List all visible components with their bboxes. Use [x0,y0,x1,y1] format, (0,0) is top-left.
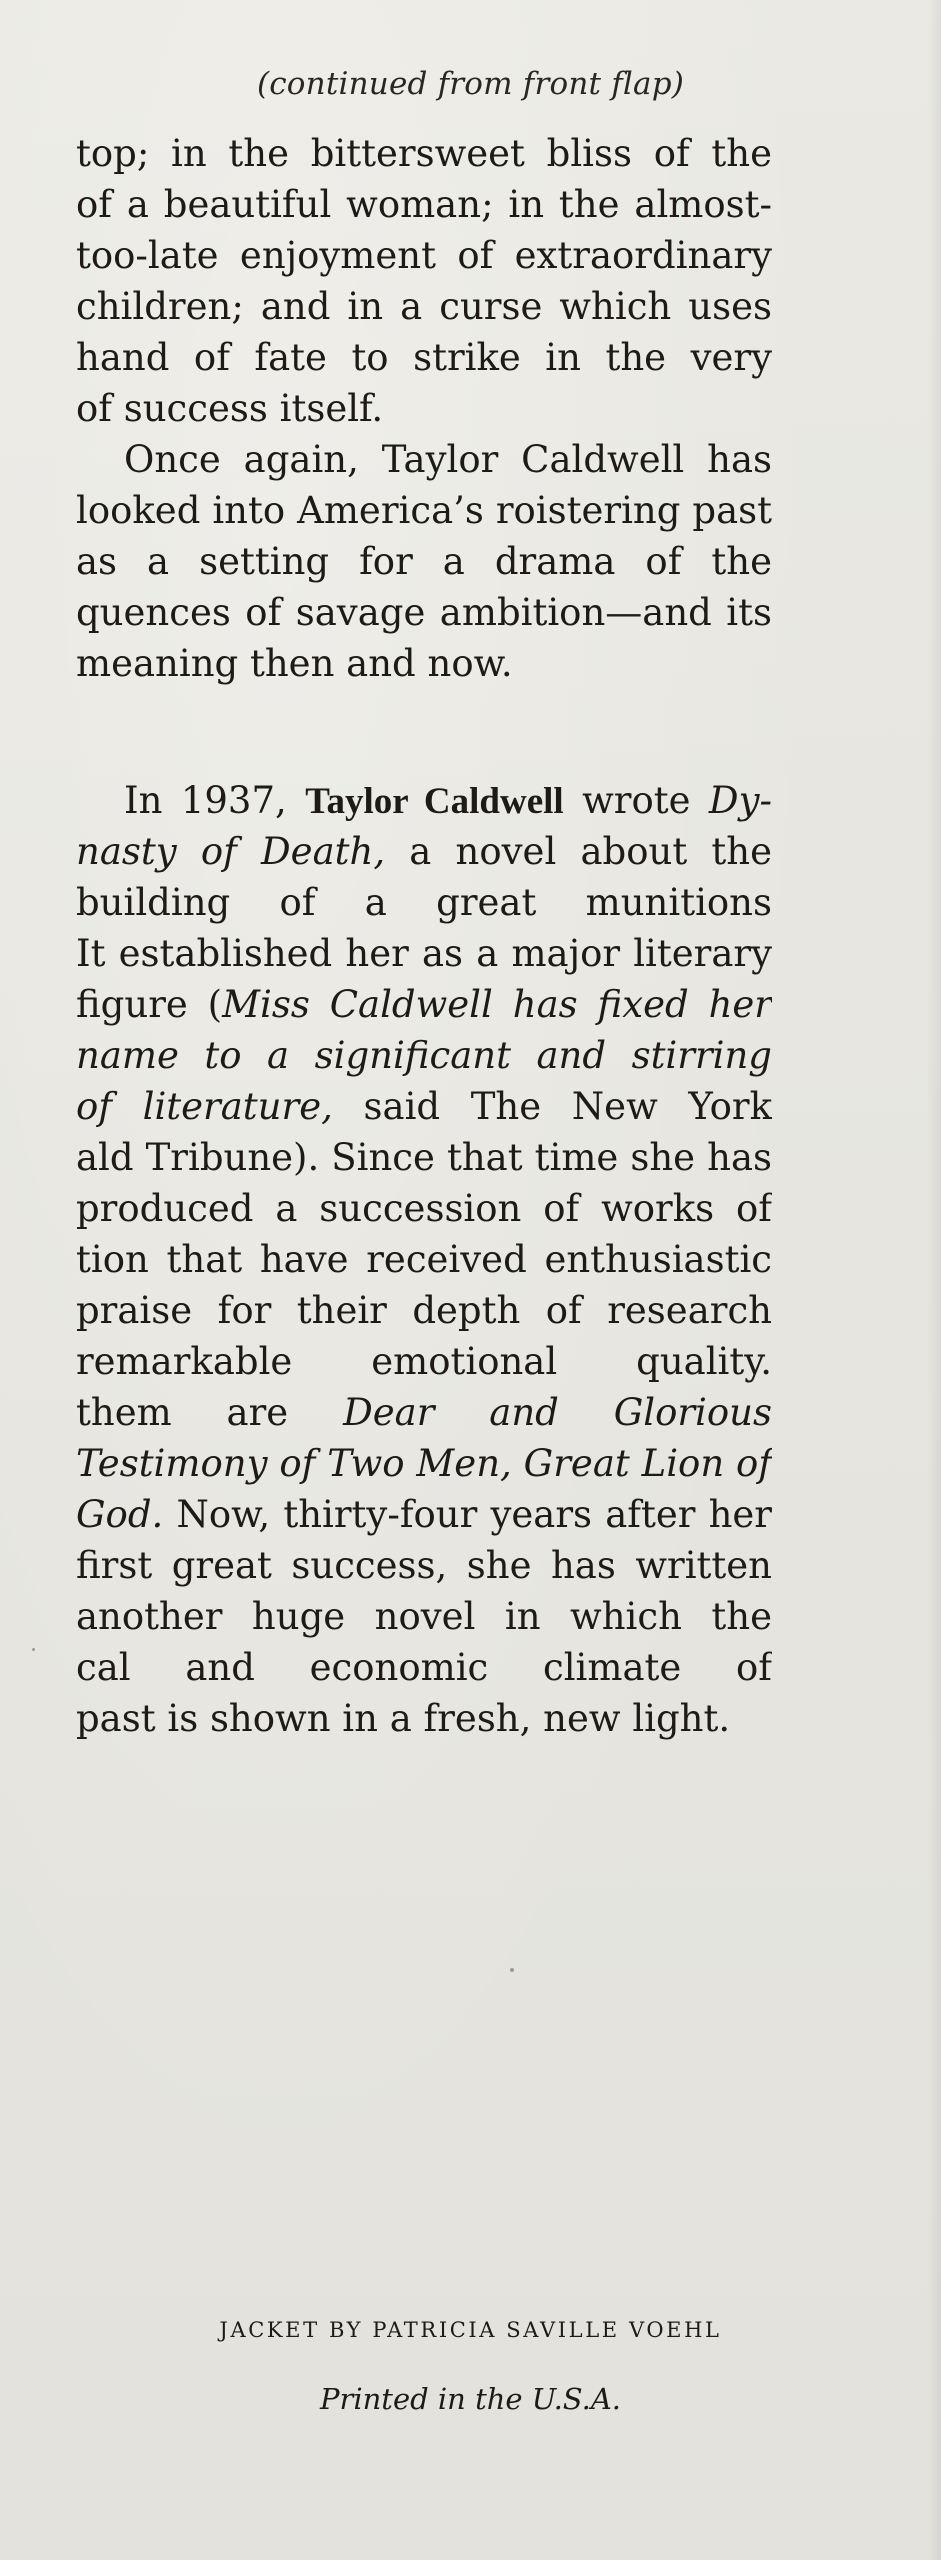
text-line: another huge novel in which the [76,1595,772,1638]
author-bio [76,775,772,1744]
review-quote: Miss Caldwell has fixed her [222,983,772,1026]
text-line: too-late enjoyment of extraordinary [76,234,772,277]
text-line: as a setting for a drama of the [76,540,772,583]
text-line: looked into America’s roistering past [76,489,772,532]
flap-paragraphs [76,128,772,689]
text-line: remarkable emotional quality. [76,1340,772,1383]
printed-in-note: Printed in the U.S.A. [319,2382,622,2416]
text-line: In 1937, Taylor Caldwell wrote Dy- [124,779,772,822]
text-line: top; in the bittersweet bliss of the [76,132,772,175]
text-line: tion that have received enthusiastic [76,1238,772,1281]
text-line [76,1438,772,1489]
text-line: of success itself. [76,387,384,430]
book-title: Dear and Glorious [343,1391,772,1434]
text-line: It established her as a major literary [76,932,772,975]
book-title: nasty of Death, [76,830,386,873]
continued-note: (continued from front flap) [256,66,685,102]
text-line: building of a great munitions [76,881,772,924]
text-line: produced a succession of works of [76,1187,772,1230]
text-line: of literature, said The New York [76,1085,772,1128]
text-line [76,1030,772,1081]
text-line: past is shown in a fresh, new light. [76,1697,731,1740]
text-line: figure (Miss Caldwell has fixed her [76,983,772,1026]
text-line: first great success, she has written [76,1544,772,1587]
paper-speck [510,1968,514,1972]
text-line: hand of fate to strike in the very [76,336,772,379]
text-line: praise for their depth of research [76,1289,772,1332]
text-line: children; and in a curse which uses [76,285,772,328]
author-name: Taylor Caldwell [305,781,564,822]
text-line: God. Now, thirty-four years after her [76,1493,772,1536]
review-quote: of literature, [76,1085,333,1128]
book-title: Dy- [708,779,772,822]
book-title: Testimony of Two Men, Great Lion of [76,1442,772,1485]
book-title: God. [76,1493,164,1536]
review-quote: name to a significant and stirring [76,1034,772,1077]
text-line: ald Tribune). Since that time she has [76,1136,772,1179]
paper-speck [32,1648,35,1651]
text-line: cal and economic climate of [76,1646,772,1689]
text-line: nasty of Death, a novel about the [76,830,772,873]
text-line: quences of savage ambition—and its [76,591,772,634]
jacket-credit: JACKET BY PATRICIA SAVILLE VOEHL [219,2318,722,2342]
text-line: of a beautiful woman; in the almost- [76,183,772,226]
text-line: meaning then and now. [76,642,513,685]
text-line: them are Dear and Glorious [76,1387,772,1438]
text-line: Once again, Taylor Caldwell has [124,438,772,481]
